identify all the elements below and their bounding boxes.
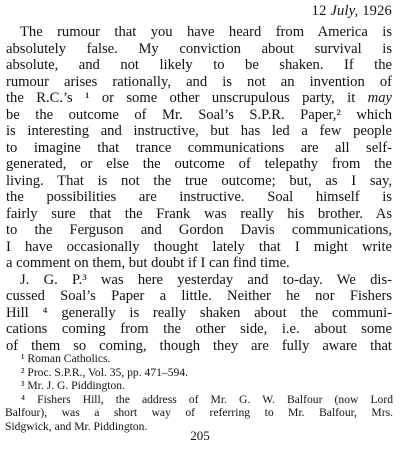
body-line: is interesting and instructive, but has led a few people <box>6 123 392 139</box>
body-line: I have occasionally thought lately that I might write <box>6 238 392 255</box>
page-number: 205 <box>190 428 210 443</box>
body-line: the R.C.’s ¹ or some other unscrupulous party, it may <box>6 90 392 106</box>
body-line: cussed Soal’s Paper a little. Neither he nor Fishers <box>6 288 392 304</box>
footnote-continuation: Sidgwick, and Mr. Piddington. <box>5 419 148 433</box>
body-line: J. G. P.³ was here yesterday and to-day. We dis- <box>20 271 392 288</box>
date-day: 12 <box>311 3 327 19</box>
footnote: ⁴ Fishers Hill, the address of Mr. G. W. Balfour (now Lord <box>21 392 393 406</box>
body-line: living. That is not the true outcome; but, as I say, <box>6 172 392 189</box>
footnote: ³ Mr. J. G. Piddington. <box>21 379 125 393</box>
body-line: the possibilities are instructive. Soal himself is <box>6 189 392 205</box>
body-line: Hill ⁴ generally is really shaken about the communi- <box>6 304 392 321</box>
body-line: rumour arises rationally, and is not an invention of <box>6 73 392 90</box>
footnote: ¹ Roman Catholics. <box>21 352 111 365</box>
body-line: a comment on them, but doubt if I can find time. <box>6 255 290 271</box>
body-line: of them so coming, though they are fully aware that <box>6 337 392 354</box>
body-line: cations coming from the other side, i.e. about some <box>6 321 392 337</box>
footnote: ² Proc. S.P.R., Vol. 35, pp. 471–594. <box>21 365 188 379</box>
body-line: The rumour that you have heard from America is <box>20 24 392 40</box>
letter-body <box>6 24 392 354</box>
footnote-continuation: Balfour), was a short way of referring to Mr. Balfour, Mrs. <box>5 406 393 420</box>
body-line: to imagine that trance communications are all self- <box>6 139 392 156</box>
footnotes <box>5 352 393 434</box>
body-line: absolute, and not likely to be shaken. If the <box>6 57 392 73</box>
body-line: be the outcome of Mr. Soal’s S.P.R. Paper,² which <box>6 106 392 123</box>
emphasis-word: may <box>367 90 392 106</box>
body-line: generated, or else the outcome of telepathy from the <box>6 156 392 172</box>
letter-date <box>312 3 392 20</box>
body-line: to the Ferguson and Gordon Davis communications, <box>6 222 392 238</box>
date-month: July, <box>330 3 359 19</box>
body-line: fairly sure that the Frank was really his brother. As <box>6 205 392 222</box>
body-line: absolutely false. My conviction about survival is <box>6 40 392 57</box>
date-year: 1926 <box>362 3 392 19</box>
